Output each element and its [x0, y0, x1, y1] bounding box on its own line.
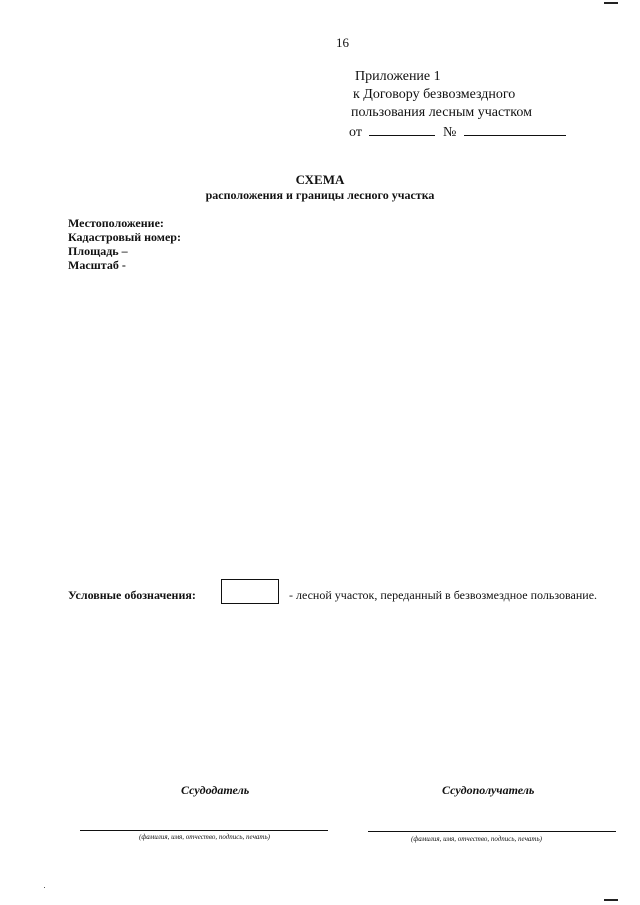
parcel-fields [68, 216, 181, 272]
borrower-title: Ссудополучатель [442, 783, 535, 797]
lender-title: Ссудодатель [181, 783, 250, 797]
field-location: Местоположение: [68, 216, 164, 230]
appendix-line-3: пользования лесным участком [351, 105, 532, 120]
lender-signature-line [80, 830, 328, 831]
number-sign: № [442, 125, 457, 140]
lender-signature-caption: (фамилия, имя, отчество, подпись, печать) [139, 833, 270, 841]
field-scale: Масштаб - [68, 258, 126, 272]
scan-mark-bottom [604, 899, 618, 901]
borrower-signature-line [368, 831, 616, 832]
legend-label: Условные обозначения: [68, 588, 196, 602]
number-blank [464, 122, 566, 136]
scan-mark-top [604, 2, 618, 4]
document-subtitle: расположения и границы лесного участка [205, 188, 435, 202]
appendix-line-2: к Договору безвозмездного [353, 87, 516, 102]
appendix-line-1: Приложение 1 [355, 69, 441, 84]
legend-description: - лесной участок, переданный в безвозмездное пользование. [289, 588, 598, 602]
scan-dot [44, 887, 45, 888]
date-prefix: от [349, 125, 362, 140]
borrower-signature-caption: (фамилия, имя, отчество, подпись, печать) [411, 835, 542, 843]
field-area: Площадь – [68, 244, 128, 258]
appendix-date-number [345, 122, 566, 142]
appendix-block [345, 68, 566, 142]
page-number: 16 [336, 35, 349, 50]
legend-symbol-box [221, 579, 279, 604]
date-blank [369, 122, 435, 136]
field-cadastral-number: Кадастровый номер: [68, 230, 181, 244]
document-title: СХЕМА [295, 172, 345, 187]
